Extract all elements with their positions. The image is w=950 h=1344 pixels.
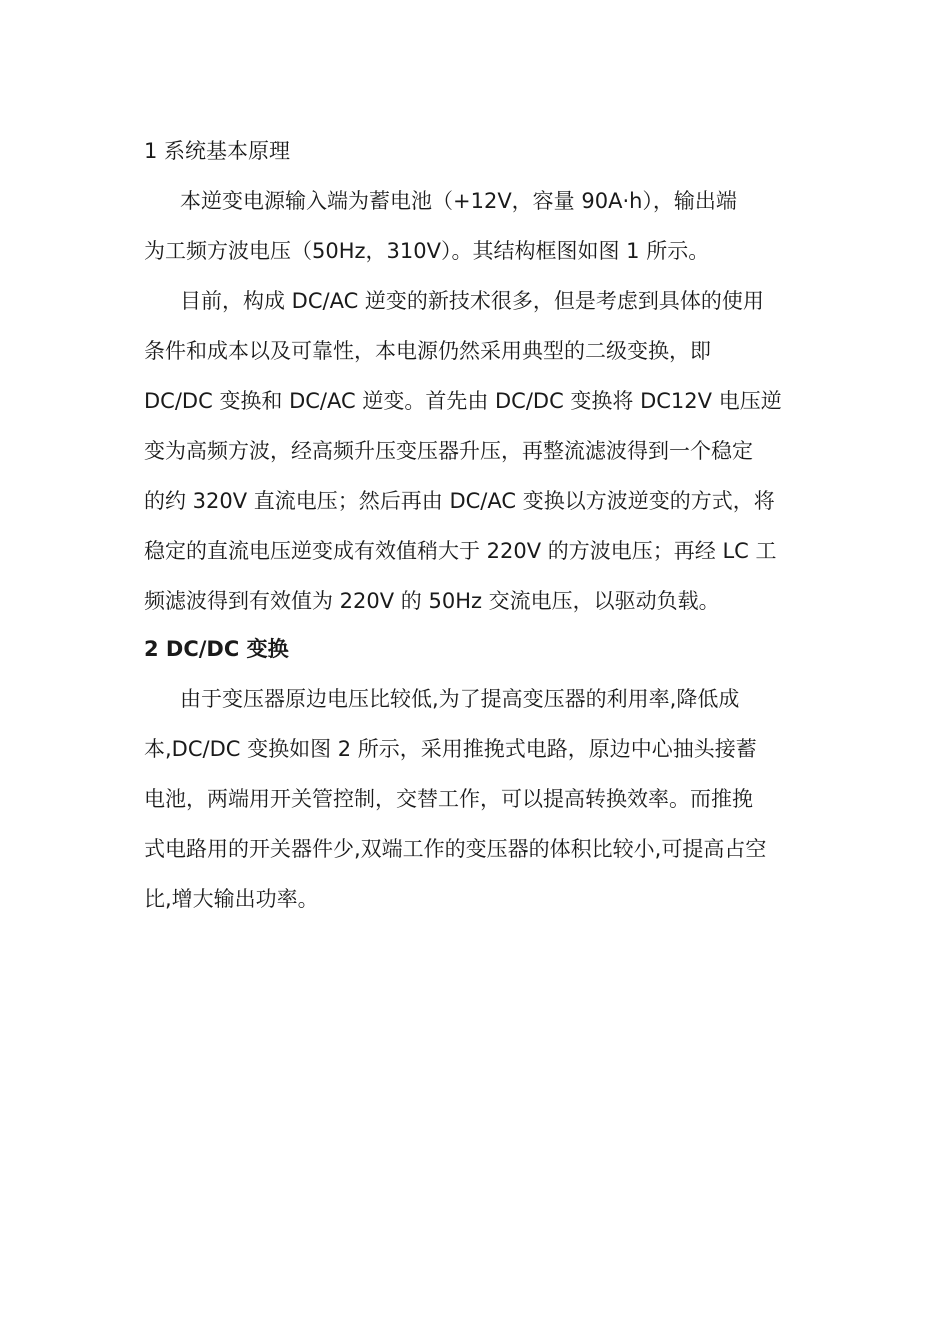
paragraph-line: 的约 320V 直流电压；然后再由 DC/AC 变换以方波逆变的方式，将	[144, 489, 775, 513]
paragraph-line: 式电路用的开关器件少,双端工作的变压器的体积比较小,可提高占空	[144, 837, 767, 861]
paragraph-line: 比,增大输出功率。	[144, 887, 319, 911]
paragraph-line: 条件和成本以及可靠性，本电源仍然采用典型的二级变换，即	[144, 339, 711, 363]
paragraph-line: 稳定的直流电压逆变成有效值稍大于 220V 的方波电压；再经 LC 工	[144, 539, 777, 563]
section-heading: 1 系统基本原理	[144, 139, 291, 163]
paragraph-line: 变为高频方波，经高频升压变压器升压，再整流滤波得到一个稳定	[144, 439, 753, 463]
paragraph-line: 电池，两端用开关管控制，交替工作，可以提高转换效率。而推挽	[144, 787, 753, 811]
paragraph-line: 目前，构成 DC/AC 逆变的新技术很多，但是考虑到具体的使用	[180, 289, 764, 313]
paragraph-line: 为工频方波电压（50Hz，310V）。其结构框图如图 1 所示。	[144, 239, 710, 263]
section-heading: 2 DC/DC 变换	[144, 637, 289, 661]
paragraph-line: DC/DC 变换和 DC/AC 逆变。首先由 DC/DC 变换将 DC12V 电压逆	[144, 389, 782, 413]
paragraph-line: 由于变压器原边电压比较低,为了提高变压器的利用率,降低成	[180, 687, 740, 711]
paragraph-line: 频滤波得到有效值为 220V 的 50Hz 交流电压，以驱动负载。	[144, 589, 720, 613]
paragraph-line: 本,DC/DC 变换如图 2 所示，采用推挽式电路，原边中心抽头接蓄	[144, 737, 757, 761]
paragraph-line: 本逆变电源输入端为蓄电池（+12V，容量 90A·h），输出端	[180, 189, 737, 213]
